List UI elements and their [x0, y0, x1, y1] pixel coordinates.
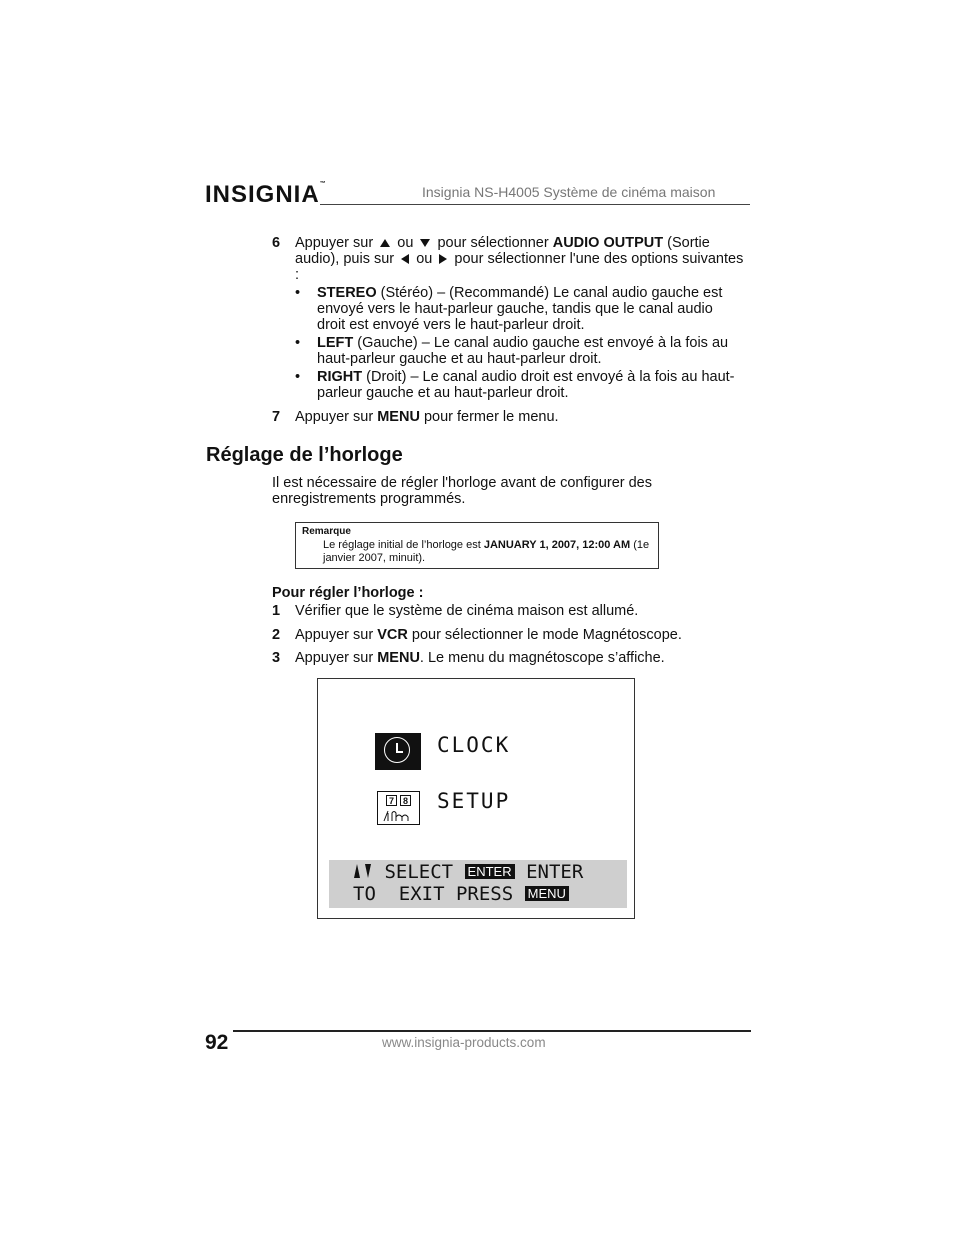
down-arrow-icon: [420, 239, 430, 247]
step-7-text: Appuyer sur MENU pour fermer le menu.: [295, 409, 559, 425]
note-title: Remarque: [302, 526, 351, 537]
right-arrow-icon: [439, 254, 447, 264]
step-3-text: Appuyer sur MENU. Le menu du magnétoscope s’affiche.: [295, 650, 665, 666]
up-arrow-icon: [380, 239, 390, 247]
section-intro: Il est nécessaire de régler l'horloge avant de configurer des enregistrements programmés.: [272, 475, 652, 507]
procedure-title: Pour régler l’horloge :: [272, 585, 424, 601]
enter-tag: ENTER: [465, 864, 515, 879]
step-7-number: 7: [272, 409, 281, 425]
step-2-number: 2: [272, 627, 281, 643]
step-1-number: 1: [272, 603, 281, 619]
page-number: 92: [205, 1031, 229, 1054]
section-title: Réglage de l’horloge: [206, 444, 403, 466]
setup-digit: 8: [400, 795, 411, 806]
bullet-left: LEFT (Gauche) – Le canal audio gauche est envoyé à la fois au haut-parleur gauche et au haut-parleur droit.: [317, 335, 729, 367]
instruction-line-2: TO EXIT PRESS MENU: [353, 883, 569, 905]
header-rule: [320, 204, 750, 205]
insignia-logo: INSIGNIA™: [205, 181, 327, 208]
bullet-marker: •: [295, 285, 301, 301]
header-title: Insignia NS-H4005 Système de cinéma maison: [422, 184, 716, 200]
instruction-line-1: SELECT ENTER ENTER: [353, 861, 583, 883]
bullet-marker: •: [295, 369, 301, 385]
left-arrow-icon: [401, 254, 409, 264]
up-down-arrows-icon: [353, 863, 373, 879]
clock-icon: [375, 733, 421, 770]
step-2-text: Appuyer sur VCR pour sélectionner le mode Magnétoscope.: [295, 627, 682, 643]
note-box: [295, 522, 659, 569]
bullet-right: RIGHT (Droit) – Le canal audio droit est envoyé à la fois au haut-parleur gauche et au haut-parleur droit.: [317, 369, 735, 401]
step-3-number: 3: [272, 650, 281, 666]
menu-item-clock: CLOCK: [437, 733, 511, 757]
vcr-menu-screen: [317, 678, 635, 919]
note-text: Le réglage initial de l’horloge est JANUARY 1, 2007, 12:00 AM (1e janvier 2007, minuit).: [323, 539, 650, 564]
step-1-text: Vérifier que le système de cinéma maison est allumé.: [295, 603, 639, 619]
bullet-stereo: STEREO (Stéréo) – (Recommandé) Le canal audio gauche est envoyé vers le haut-parleur gauche, tandis que le canal audio droit est envoyé vers le haut-parleur droit.: [317, 285, 723, 333]
menu-tag: MENU: [525, 886, 569, 901]
hand-icon: [382, 809, 416, 822]
footer-rule: [233, 1030, 751, 1032]
footer-url: www.insignia-products.com: [382, 1035, 546, 1050]
menu-item-setup: SETUP: [437, 789, 511, 813]
instruction-bar: [329, 860, 627, 908]
step-6-text: Appuyer sur ou pour sélectionner AUDIO OUTPUT (Sortie audio), puis sur ou pour sélectionner l'une des options suivantes :: [295, 235, 744, 283]
setup-icon: [377, 791, 420, 825]
step-6-number: 6: [272, 235, 281, 251]
setup-digit: 7: [386, 795, 397, 806]
bullet-marker: •: [295, 335, 301, 351]
